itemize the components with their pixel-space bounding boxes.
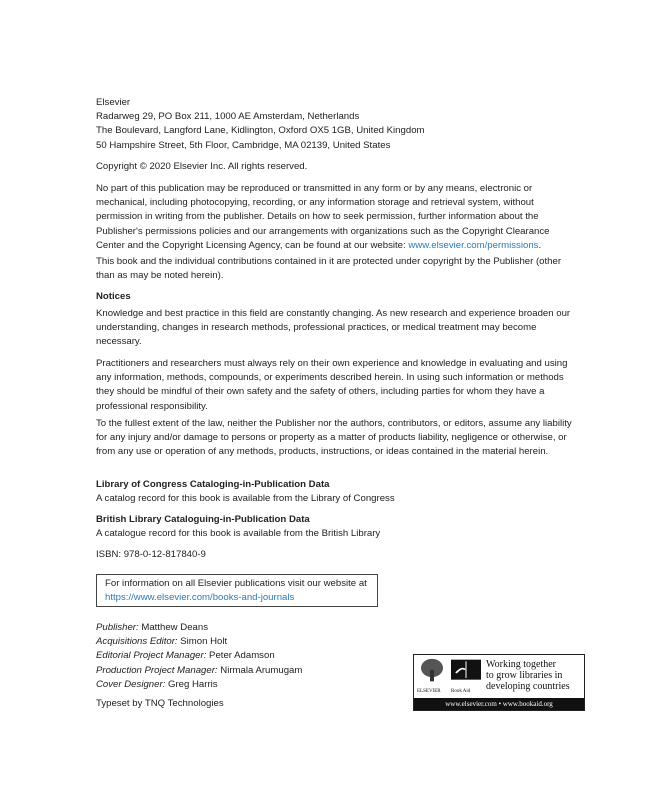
loc-heading: Library of Congress Cataloging-in-Publication Data <box>96 479 330 490</box>
notice-paragraph: Practitioners and researchers must always rely on their own experience and knowledge in evaluating and using any information, methods, compounds, or experiments described herein. In using such information or methods they should be mindful of their own safety and the safety of others, including parties for whom they have a professional responsibility. <box>96 358 568 412</box>
credit-role: Acquisitions Editor: <box>96 636 178 648</box>
bl-text: A catalogue record for this book is available from the British Library <box>96 528 381 540</box>
bl-cip <box>96 513 576 541</box>
advert-line: to grow libraries in <box>486 670 563 681</box>
permissions-paragraph <box>96 182 576 253</box>
info-box <box>96 574 378 607</box>
address-line: The Boulevard, Langford Lane, Kidlington, Oxford OX5 1GB, United Kingdom <box>96 125 425 137</box>
address-line: Radarweg 29, PO Box 211, 1000 AE Amsterdam, Netherlands <box>96 111 360 123</box>
credit-role: Production Project Manager: <box>96 664 218 676</box>
book-aid-advert <box>413 654 585 711</box>
notice-paragraph: Knowledge and best practice in this field are constantly changing. As new research and experience broaden our understanding, changes in research methods, professional practices, or medical treatment may become necessary. <box>96 308 571 348</box>
credit-name: Simon Holt <box>177 636 228 648</box>
notices-heading-text: Notices <box>96 291 131 302</box>
loc-text: A catalog record for this book is available from the Library of Congress <box>96 493 395 505</box>
credit-role: Publisher: <box>96 622 139 633</box>
book-aid-logo-icon <box>450 658 482 688</box>
advert-message <box>486 659 570 692</box>
advert-line: developing countries <box>486 681 570 692</box>
copyright: Copyright © 2020 Elsevier Inc. All rights reserved. <box>96 161 308 172</box>
period: . <box>538 239 542 251</box>
credit-line <box>96 635 576 649</box>
credit-role: Editorial Project Manager: <box>96 650 207 662</box>
book-aid-logo-text: Book Aid <box>451 689 471 694</box>
notice-paragraph: To the fullest extent of the law, neither the Publisher nor the authors, contributors, or editors, assume any liability for any injury and/or damage to persons or property as a matter of products liability, negligence or otherwise, or from any use or operation of any methods, products, instructions, or ideas contained in the material herein. <box>96 418 572 458</box>
permissions-link[interactable]: www.elsevier.com/permissions <box>408 239 539 251</box>
info-text: For information on all Elsevier publications visit our website at <box>105 578 367 589</box>
advert-line: Working together <box>486 659 557 670</box>
publisher-address <box>96 96 576 153</box>
advert-footer: www.elsevier.com • www.bookaid.org <box>414 698 584 710</box>
notices-heading <box>96 290 576 304</box>
address-line: 50 Hampshire Street, 5th Floor, Cambridge, MA 02139, United States <box>96 139 391 151</box>
books-journals-link[interactable]: https://www.elsevier.com/books-and-journals <box>105 592 295 604</box>
loc-cip <box>96 478 576 506</box>
credit-role: Cover Designer: <box>96 678 166 690</box>
protected-paragraph: This book and the individual contributions contained in it are protected under copyright by the Publisher (other than as may be noted herein). <box>96 256 562 282</box>
elsevier-tree-logo-icon <box>418 658 446 688</box>
credit-name: Matthew Deans <box>138 622 208 633</box>
elsevier-logo-text: ELSEVIER <box>417 689 441 694</box>
permissions-text: No part of this publication may be reproduced or transmitted in any form or by any means, electronic or mechanical, including photocopying, recording, or any information storage and retrieval system, without permission in writing from the publisher. Details on how to seek permission, further information about the Publisher's permissions policies and our arrangements with organizations such as the Copyright Clearance Center and the Copyright Licensing Agency, can be found at our website: <box>96 183 550 251</box>
bl-heading: British Library Cataloguing-in-Publication Data <box>96 514 310 525</box>
typeset: Typeset by TNQ Technologies <box>96 698 224 709</box>
credit-name: Greg Harris <box>165 678 218 690</box>
credit-name: Nirmala Arumugam <box>217 664 303 676</box>
credit-line <box>96 621 576 635</box>
address-line: Elsevier <box>96 97 131 108</box>
credit-name: Peter Adamson <box>206 650 275 662</box>
isbn: ISBN: 978-0-12-817840-9 <box>96 549 206 560</box>
